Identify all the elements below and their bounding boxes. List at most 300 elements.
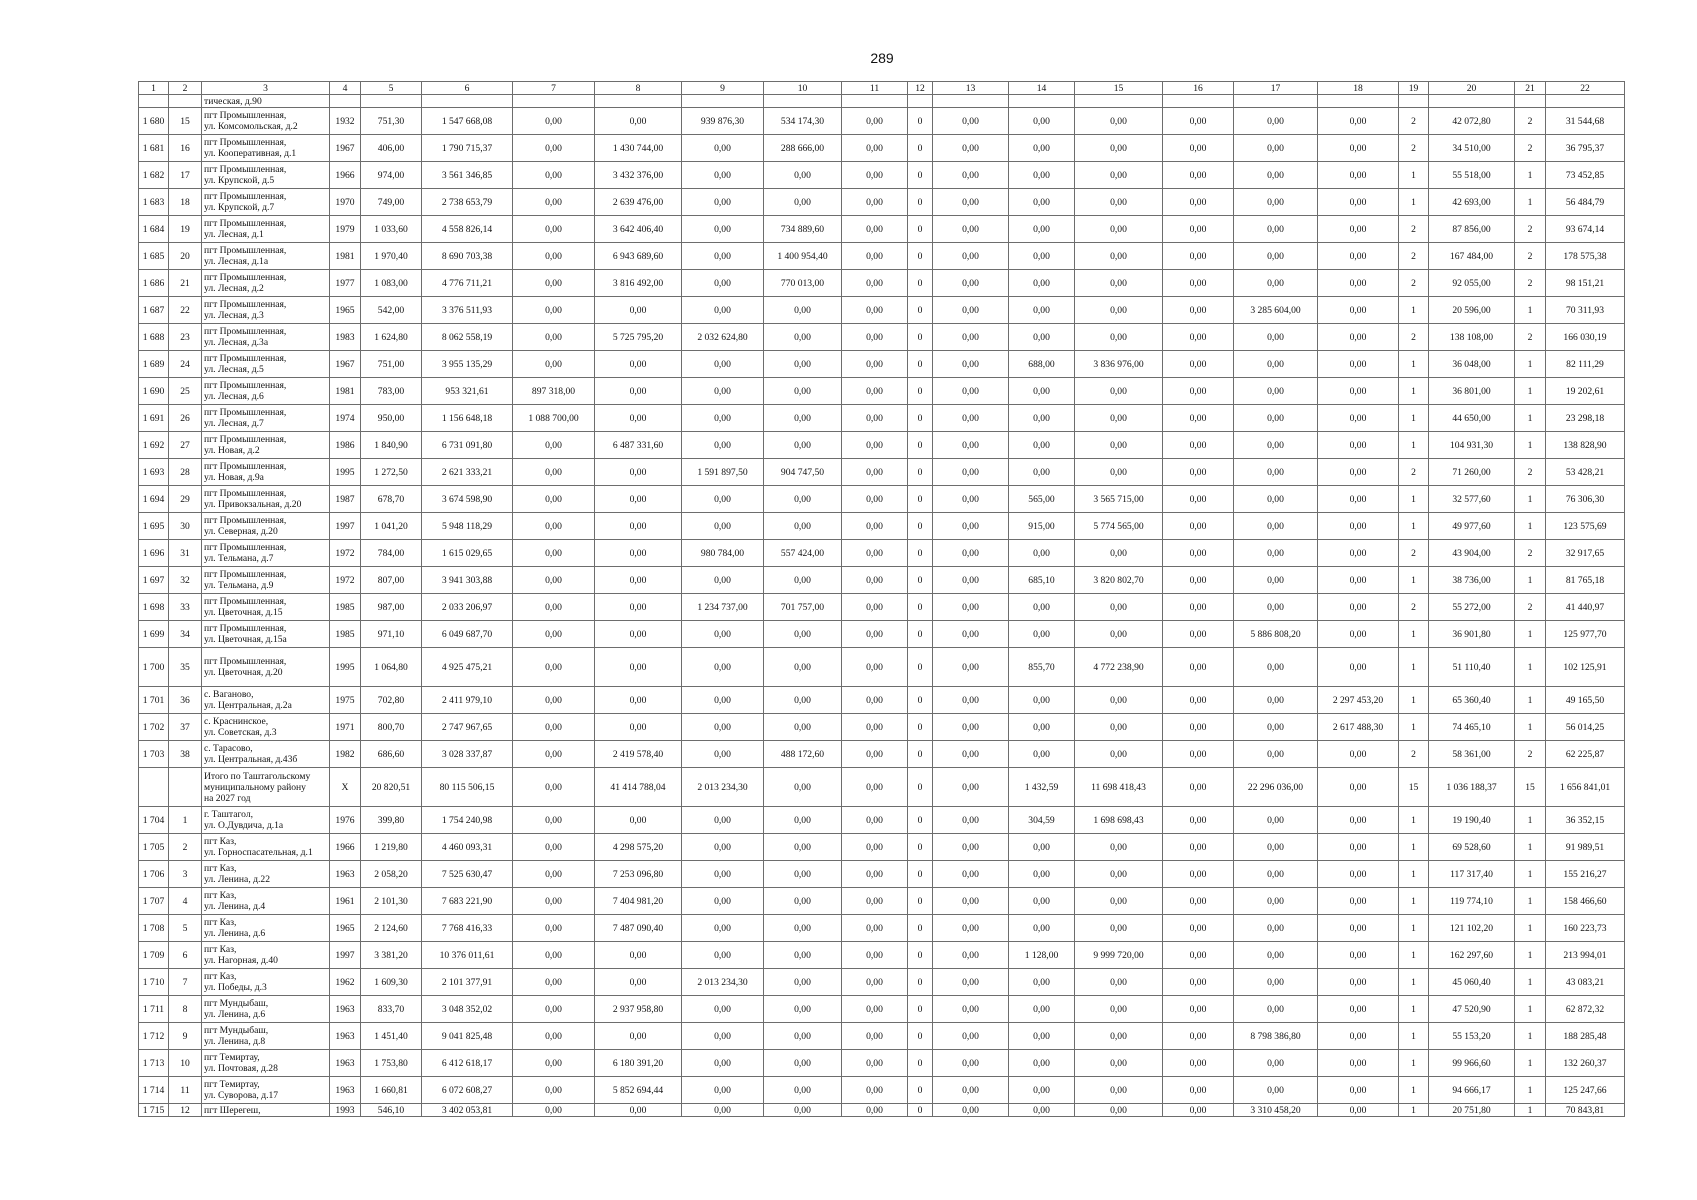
- cell-col-7: 0,00: [513, 915, 595, 942]
- address-line: пгт Промышленная,: [204, 137, 287, 148]
- cell-col-15: 0,00: [1075, 405, 1163, 432]
- cell-col-14: 0,00: [1009, 621, 1075, 648]
- cell-col-9: 0,00: [682, 915, 764, 942]
- cell-col-20: 104 931,30: [1429, 432, 1515, 459]
- cell-col-7: 0,00: [513, 270, 595, 297]
- cell-col-15: 3 836 976,00: [1075, 351, 1163, 378]
- cell-col-1: 1 689: [139, 351, 169, 378]
- cell-col-20: 87 856,00: [1429, 216, 1515, 243]
- cell-col-2: 31: [169, 540, 202, 567]
- cell-col-2: 30: [169, 513, 202, 540]
- cell-col-15: 0,00: [1075, 135, 1163, 162]
- cell-col-21: 1: [1515, 915, 1546, 942]
- cell-col-18: 0,00: [1318, 648, 1399, 687]
- cell-col-13: 0,00: [933, 687, 1009, 714]
- cell-col-5: 1 033,60: [361, 216, 422, 243]
- cell-col-21: 2: [1515, 741, 1546, 768]
- cell-col-21: 1: [1515, 807, 1546, 834]
- cell-col-18: 0,00: [1318, 621, 1399, 648]
- cell-col-15: 0,00: [1075, 243, 1163, 270]
- cell-col-1: 1 680: [139, 108, 169, 135]
- cell-col-8: 0,00: [595, 351, 682, 378]
- cell-col-6: 2 101 377,91: [422, 969, 513, 996]
- cell-col-20: 92 055,00: [1429, 270, 1515, 297]
- cell-col-16: 0,00: [1163, 432, 1234, 459]
- cell-col-22: 91 989,51: [1546, 834, 1625, 861]
- cell-col-14: 0,00: [1009, 834, 1075, 861]
- cell-col-17: 22 296 036,00: [1234, 768, 1318, 807]
- cell-col-10: 904 747,50: [764, 459, 842, 486]
- cell-col-18: 0,00: [1318, 324, 1399, 351]
- cell: [139, 95, 169, 108]
- cell-col-14: 1 432,59: [1009, 768, 1075, 807]
- cell-col-7: 0,00: [513, 135, 595, 162]
- address-line: пгт Каз,: [204, 971, 237, 982]
- address-line: пгт Промышленная,: [204, 596, 287, 607]
- cell-col-20: 74 465,10: [1429, 714, 1515, 741]
- cell-col-17: 0,00: [1234, 486, 1318, 513]
- cell-col-13: 0,00: [933, 942, 1009, 969]
- table-row: [139, 1077, 1625, 1104]
- cell-col-19: 1: [1399, 714, 1429, 741]
- cell-col-21: 15: [1515, 768, 1546, 807]
- cell-col-1: 1 700: [139, 648, 169, 687]
- cell-col-9: 0,00: [682, 567, 764, 594]
- cell-col-13: 0,00: [933, 297, 1009, 324]
- cell-col-22: 188 285,48: [1546, 1023, 1625, 1050]
- cell-col-12: 0: [908, 324, 933, 351]
- cell-col-15: 0,00: [1075, 714, 1163, 741]
- cell-col-20: 65 360,40: [1429, 687, 1515, 714]
- cell-col-6: 6 049 687,70: [422, 621, 513, 648]
- cell-col-11: 0,00: [842, 942, 908, 969]
- cell-col-17: 0,00: [1234, 432, 1318, 459]
- cell-col-22: 62 225,87: [1546, 741, 1625, 768]
- cell-col-2: 32: [169, 567, 202, 594]
- table-row: [139, 594, 1625, 621]
- cell-col-17: 0,00: [1234, 807, 1318, 834]
- cell-col-21: 2: [1515, 540, 1546, 567]
- cell-col-6: 7 683 221,90: [422, 888, 513, 915]
- table-row: [139, 942, 1625, 969]
- cell-col-19: 1: [1399, 351, 1429, 378]
- address-cell: [202, 135, 330, 162]
- cell-col-18: 0,00: [1318, 888, 1399, 915]
- cell-col-15: 0,00: [1075, 741, 1163, 768]
- cell: [595, 95, 682, 108]
- cell-col-17: 0,00: [1234, 459, 1318, 486]
- cell-col-2: 26: [169, 405, 202, 432]
- cell-col-10: 0,00: [764, 351, 842, 378]
- cell-col-8: 5 725 795,20: [595, 324, 682, 351]
- address-line: ул. Советская, д.3: [204, 727, 277, 738]
- cell-col-8: 0,00: [595, 108, 682, 135]
- address-line: пгт Промышленная,: [204, 380, 287, 391]
- cell-col-20: 43 904,00: [1429, 540, 1515, 567]
- cell-col-8: 2 419 578,40: [595, 741, 682, 768]
- cell-col-12: 0: [908, 540, 933, 567]
- cell-col-9: 0,00: [682, 807, 764, 834]
- cell-col-15: 0,00: [1075, 996, 1163, 1023]
- cell-col-10: 0,00: [764, 942, 842, 969]
- cell-col-9: 0,00: [682, 351, 764, 378]
- cell-col-22: 62 872,32: [1546, 996, 1625, 1023]
- address-line: ул. Горноспасательная, д.1: [204, 847, 313, 858]
- address-line: пгт Промышленная,: [204, 488, 287, 499]
- cell-col-7: 0,00: [513, 768, 595, 807]
- cell-col-13: 0,00: [933, 324, 1009, 351]
- cell-col-20: 36 901,80: [1429, 621, 1515, 648]
- cell-col-5: 2 101,30: [361, 888, 422, 915]
- cell-col-22: 160 223,73: [1546, 915, 1625, 942]
- cell-col-5: 1 083,00: [361, 270, 422, 297]
- cell-col-6: 4 558 826,14: [422, 216, 513, 243]
- cell-col-17: 0,00: [1234, 996, 1318, 1023]
- cell-col-12: 0: [908, 1050, 933, 1077]
- cell-col-13: 0,00: [933, 1050, 1009, 1077]
- cell-col-9: 2 013 234,30: [682, 768, 764, 807]
- cell-col-11: 0,00: [842, 567, 908, 594]
- cell-col-1: 1 709: [139, 942, 169, 969]
- cell-col-7: 0,00: [513, 807, 595, 834]
- cell-col-5: 20 820,51: [361, 768, 422, 807]
- cell-col-19: 1: [1399, 996, 1429, 1023]
- cell-col-12: 0: [908, 567, 933, 594]
- cell-col-9: 0,00: [682, 270, 764, 297]
- cell-col-1: 1 681: [139, 135, 169, 162]
- cell-col-9: 0,00: [682, 486, 764, 513]
- cell-col-16: 0,00: [1163, 942, 1234, 969]
- cell-col-13: 0,00: [933, 1023, 1009, 1050]
- cell-col-21: 1: [1515, 621, 1546, 648]
- cell-col-16: 0,00: [1163, 1077, 1234, 1104]
- cell-col-19: 1: [1399, 1104, 1429, 1117]
- cell-col-19: 2: [1399, 108, 1429, 135]
- cell-col-18: 0,00: [1318, 270, 1399, 297]
- cell-col-17: 0,00: [1234, 378, 1318, 405]
- address-line: ул. Ленина, д.8: [204, 1036, 266, 1047]
- cell-col-7: 0,00: [513, 834, 595, 861]
- cell-col-16: 0,00: [1163, 861, 1234, 888]
- cell-col-20: 55 272,00: [1429, 594, 1515, 621]
- cell-col-12: 0: [908, 135, 933, 162]
- cell-col-2: 29: [169, 486, 202, 513]
- cell-col-16: 0,00: [1163, 687, 1234, 714]
- cell-col-22: 81 765,18: [1546, 567, 1625, 594]
- cell-col-22: 41 440,97: [1546, 594, 1625, 621]
- cell-col-13: 0,00: [933, 162, 1009, 189]
- cell-col-7: 0,00: [513, 621, 595, 648]
- cell-col-4: 1979: [330, 216, 361, 243]
- address-line: ул. Цветочная, д.15а: [204, 634, 287, 645]
- cell-col-14: 0,00: [1009, 459, 1075, 486]
- address-line: ул. Цветочная, д.15: [204, 607, 283, 618]
- cell-col-4: 1963: [330, 861, 361, 888]
- cell-col-6: 1 754 240,98: [422, 807, 513, 834]
- cell-col-8: 0,00: [595, 648, 682, 687]
- cell-col-16: 0,00: [1163, 1023, 1234, 1050]
- cell-col-11: 0,00: [842, 243, 908, 270]
- cell-col-12: 0: [908, 297, 933, 324]
- cell-col-20: 119 774,10: [1429, 888, 1515, 915]
- cell-col-5: 1 041,20: [361, 513, 422, 540]
- table-row: [139, 270, 1625, 297]
- cell-col-20: 167 484,00: [1429, 243, 1515, 270]
- cell-col-10: 0,00: [764, 378, 842, 405]
- address-line: пгт Промышленная,: [204, 407, 287, 418]
- cell: [842, 95, 908, 108]
- cell-col-5: 1 451,40: [361, 1023, 422, 1050]
- cell-col-8: 1 430 744,00: [595, 135, 682, 162]
- cell-col-15: 0,00: [1075, 1104, 1163, 1117]
- cell-col-22: 125 247,66: [1546, 1077, 1625, 1104]
- cell-col-5: 702,80: [361, 687, 422, 714]
- cell-col-8: 3 432 376,00: [595, 162, 682, 189]
- column-header-2: 2: [169, 82, 202, 95]
- cell-col-8: 7 487 090,40: [595, 915, 682, 942]
- cell-col-16: 0,00: [1163, 996, 1234, 1023]
- cell-col-17: 0,00: [1234, 216, 1318, 243]
- cell-col-1: 1 701: [139, 687, 169, 714]
- table-row: [139, 405, 1625, 432]
- cell-col-21: 1: [1515, 378, 1546, 405]
- cell-col-22: 53 428,21: [1546, 459, 1625, 486]
- column-header-20: 20: [1429, 82, 1515, 95]
- cell-col-19: 1: [1399, 486, 1429, 513]
- cell-col-22: 93 674,14: [1546, 216, 1625, 243]
- cell-col-1: 1 693: [139, 459, 169, 486]
- cell-col-18: 0,00: [1318, 567, 1399, 594]
- cell-col-21: 1: [1515, 834, 1546, 861]
- cell-col-4: 1966: [330, 162, 361, 189]
- cell-col-6: 4 776 711,21: [422, 270, 513, 297]
- cell-col-2: 23: [169, 324, 202, 351]
- cell-col-13: 0,00: [933, 714, 1009, 741]
- cell-col-15: 0,00: [1075, 297, 1163, 324]
- cell-col-22: 73 452,85: [1546, 162, 1625, 189]
- cell-col-10: 0,00: [764, 768, 842, 807]
- cell-col-4: 1985: [330, 594, 361, 621]
- cell-col-7: 0,00: [513, 513, 595, 540]
- cell-col-2: 12: [169, 1104, 202, 1117]
- cell-col-4: 1995: [330, 459, 361, 486]
- cell-col-16: 0,00: [1163, 567, 1234, 594]
- table-row: [139, 189, 1625, 216]
- cell-col-14: 0,00: [1009, 216, 1075, 243]
- cell-col-5: 987,00: [361, 594, 422, 621]
- cell-col-10: 0,00: [764, 567, 842, 594]
- cell-col-22: 56 014,25: [1546, 714, 1625, 741]
- cell-col-6: 1 615 029,65: [422, 540, 513, 567]
- cell-col-22: 125 977,70: [1546, 621, 1625, 648]
- address-cell: [202, 540, 330, 567]
- cell-col-1: 1 682: [139, 162, 169, 189]
- cell-col-18: 2 617 488,30: [1318, 714, 1399, 741]
- cell-col-21: 1: [1515, 432, 1546, 459]
- column-header-1: 1: [139, 82, 169, 95]
- table-row: [139, 243, 1625, 270]
- cell-col-10: 770 013,00: [764, 270, 842, 297]
- cell-col-20: 99 966,60: [1429, 1050, 1515, 1077]
- cell-col-17: 0,00: [1234, 915, 1318, 942]
- table-row: [139, 1104, 1625, 1117]
- cell-col-10: 0,00: [764, 324, 842, 351]
- cell-col-1: 1 688: [139, 324, 169, 351]
- cell-col-19: 1: [1399, 378, 1429, 405]
- cell-col-19: 2: [1399, 216, 1429, 243]
- address-line: ул. Лесная, д.3: [204, 310, 264, 321]
- cell-col-11: 0,00: [842, 270, 908, 297]
- cell-col-9: 2 013 234,30: [682, 969, 764, 996]
- column-header-3: 3: [202, 82, 330, 95]
- cell-col-11: 0,00: [842, 540, 908, 567]
- address-line: ул. Крупской, д.7: [204, 202, 275, 213]
- cell-col-10: 0,00: [764, 486, 842, 513]
- cell-col-14: 1 128,00: [1009, 942, 1075, 969]
- cell-col-7: 0,00: [513, 189, 595, 216]
- cell-col-13: 0,00: [933, 834, 1009, 861]
- cell-col-19: 15: [1399, 768, 1429, 807]
- cell-col-16: 0,00: [1163, 768, 1234, 807]
- cell-col-7: 0,00: [513, 648, 595, 687]
- cell-col-6: 3 376 511,93: [422, 297, 513, 324]
- cell-col-17: 0,00: [1234, 1050, 1318, 1077]
- cell-col-22: 132 260,37: [1546, 1050, 1625, 1077]
- cell-col-22: 82 111,29: [1546, 351, 1625, 378]
- address-line: пгт Промышленная,: [204, 326, 287, 337]
- cell-col-4: 1970: [330, 189, 361, 216]
- cell-col-17: 0,00: [1234, 969, 1318, 996]
- cell-col-17: 0,00: [1234, 648, 1318, 687]
- cell-col-5: 971,10: [361, 621, 422, 648]
- table-row: [139, 741, 1625, 768]
- header-row: [139, 82, 1625, 95]
- cell-col-21: 2: [1515, 459, 1546, 486]
- column-header-14: 14: [1009, 82, 1075, 95]
- address-cell: [202, 567, 330, 594]
- cell-col-7: 0,00: [513, 567, 595, 594]
- cell-col-14: 0,00: [1009, 915, 1075, 942]
- cell-col-16: 0,00: [1163, 324, 1234, 351]
- cell-col-11: 0,00: [842, 1023, 908, 1050]
- cell-col-22: 155 216,27: [1546, 861, 1625, 888]
- cell-col-19: 1: [1399, 915, 1429, 942]
- cell-col-8: 3 816 492,00: [595, 270, 682, 297]
- cell-col-7: 0,00: [513, 486, 595, 513]
- cell-col-22: 76 306,30: [1546, 486, 1625, 513]
- table-row: [139, 486, 1625, 513]
- cell-col-13: 0,00: [933, 1077, 1009, 1104]
- cell-col-18: 0,00: [1318, 807, 1399, 834]
- cell-col-20: 32 577,60: [1429, 486, 1515, 513]
- cell-col-19: 1: [1399, 621, 1429, 648]
- cell-col-11: 0,00: [842, 741, 908, 768]
- cell-col-15: 0,00: [1075, 594, 1163, 621]
- cell-col-12: 0: [908, 108, 933, 135]
- cell-col-17: 0,00: [1234, 834, 1318, 861]
- continued-address: тическая, д.90: [202, 95, 330, 108]
- cell: [1163, 95, 1234, 108]
- cell-col-1: 1 713: [139, 1050, 169, 1077]
- cell-col-2: 10: [169, 1050, 202, 1077]
- cell-col-10: 288 666,00: [764, 135, 842, 162]
- address-line: с. Краснинское,: [204, 716, 269, 727]
- cell-col-18: 0,00: [1318, 297, 1399, 324]
- cell-col-4: 1966: [330, 834, 361, 861]
- cell-col-13: 0,00: [933, 915, 1009, 942]
- cell-col-12: 0: [908, 513, 933, 540]
- cell-col-19: 2: [1399, 135, 1429, 162]
- cell-col-6: 2 033 206,97: [422, 594, 513, 621]
- cell-col-20: 71 260,00: [1429, 459, 1515, 486]
- cell-col-15: 0,00: [1075, 888, 1163, 915]
- cell-col-1: 1 714: [139, 1077, 169, 1104]
- cell-col-21: 1: [1515, 1050, 1546, 1077]
- table-row: [139, 459, 1625, 486]
- cell-col-21: 2: [1515, 243, 1546, 270]
- cell-col-10: 701 757,00: [764, 594, 842, 621]
- cell-col-11: 0,00: [842, 513, 908, 540]
- address-cell: [202, 378, 330, 405]
- cell-col-19: 1: [1399, 807, 1429, 834]
- cell-col-2: 19: [169, 216, 202, 243]
- cell-col-10: 488 172,60: [764, 741, 842, 768]
- cell-col-6: 3 561 346,85: [422, 162, 513, 189]
- page-number: 289: [870, 50, 894, 66]
- cell-col-14: 0,00: [1009, 996, 1075, 1023]
- cell-col-4: 1972: [330, 540, 361, 567]
- address-cell: [202, 459, 330, 486]
- address-line: ул. Нагорная, д.40: [204, 955, 278, 966]
- cell-col-2: 3: [169, 861, 202, 888]
- address-cell: [202, 861, 330, 888]
- cell-col-7: 0,00: [513, 108, 595, 135]
- cell-col-15: 0,00: [1075, 915, 1163, 942]
- address-line: Итого по Таштагольскому: [204, 770, 311, 782]
- cell-col-14: 0,00: [1009, 297, 1075, 324]
- cell-col-17: 3 285 604,00: [1234, 297, 1318, 324]
- cell-col-8: 41 414 788,04: [595, 768, 682, 807]
- cell-col-4: 1965: [330, 297, 361, 324]
- cell-col-12: 0: [908, 1104, 933, 1117]
- address-line: пгт Промышленная,: [204, 461, 287, 472]
- cell-col-13: 0,00: [933, 888, 1009, 915]
- cell-col-4: 1982: [330, 741, 361, 768]
- cell-col-8: 0,00: [595, 459, 682, 486]
- cell-col-9: 0,00: [682, 216, 764, 243]
- cell-col-20: 36 048,00: [1429, 351, 1515, 378]
- cell-col-15: 1 698 698,43: [1075, 807, 1163, 834]
- cell-col-2: 22: [169, 297, 202, 324]
- cell-col-7: 0,00: [513, 324, 595, 351]
- cell-col-13: 0,00: [933, 216, 1009, 243]
- cell-col-9: 0,00: [682, 861, 764, 888]
- cell-col-2: 11: [169, 1077, 202, 1104]
- cell-col-18: 0,00: [1318, 135, 1399, 162]
- cell-col-18: 0,00: [1318, 432, 1399, 459]
- cell-col-10: 1 400 954,40: [764, 243, 842, 270]
- address-cell: [202, 1077, 330, 1104]
- cell-col-19: 1: [1399, 162, 1429, 189]
- cell-col-6: 1 547 668,08: [422, 108, 513, 135]
- address-line: с. Ваганово,: [204, 689, 254, 700]
- cell-col-12: 0: [908, 243, 933, 270]
- cell-col-1: 1 712: [139, 1023, 169, 1050]
- cell: [513, 95, 595, 108]
- cell-col-13: 0,00: [933, 243, 1009, 270]
- cell-col-9: 0,00: [682, 1050, 764, 1077]
- cell-col-14: 0,00: [1009, 1077, 1075, 1104]
